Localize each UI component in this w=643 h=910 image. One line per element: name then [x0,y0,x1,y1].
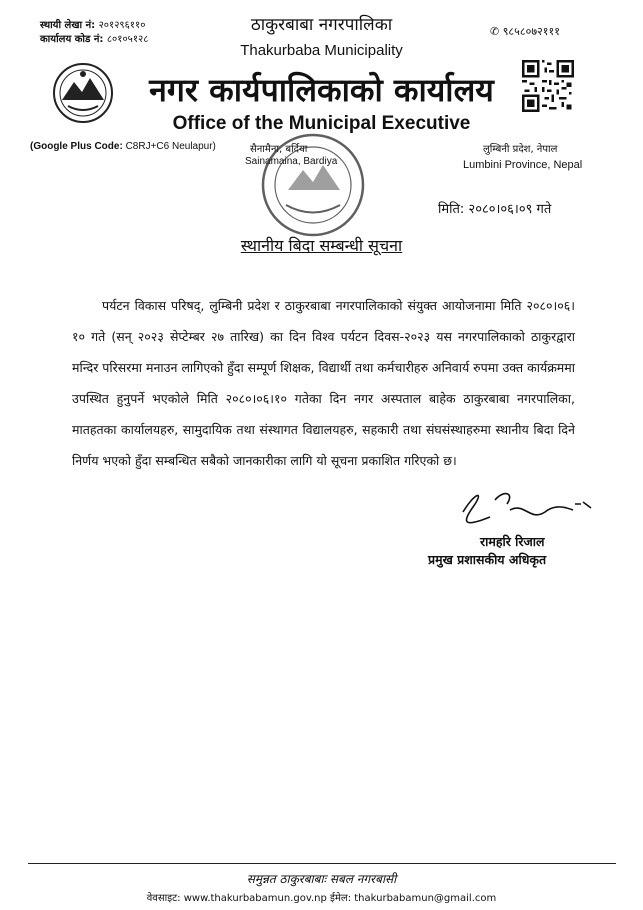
issue-date: मिति: २०८०।०६।०९ गते [438,202,552,217]
municipality-name-en: Thakurbaba Municipality [240,42,403,59]
municipality-name-ne: ठाकुरबाबा नगरपालिका [250,15,393,35]
plus-code-label: (Google Plus Code: [30,141,123,152]
signatory-name: रामहरि रिजाल [480,534,545,549]
province-ne: लुम्बिनी प्रदेश, नेपाल [483,144,558,155]
footer-slogan: समुन्नत ठाकुरबाबाः सबल नगरबासी [246,872,397,886]
phone-number: ✆ ९८५८०७२१११ [490,25,560,38]
plus-code-value: C8RJ+C6 Neulapur) [125,141,216,152]
handwritten-signature-icon [455,482,605,532]
footer-contact: वेवसाइट: www.thakurbabamun.gov.np ईमेल: thakurbabamun@gmail.com [146,893,497,904]
signature [455,482,605,536]
pan-value: २०१२९६११० [98,20,146,31]
seal-icon [258,130,368,240]
pan-label: स्थायी लेखा नं: [40,20,96,31]
office-code-value: ८०१०५१२८ [106,34,149,45]
official-stamp [258,130,368,244]
plus-code [30,141,216,152]
notice-body: पर्यटन विकास परिषद्, लुम्बिनी प्रदेश र ठाकुरबाबा नगरपालिकाको संयुक्त आयोजनामा मिति २०८०।०६।१० गते (सन् २०२३ सेप्टेम्बर २७ तारिख) का दिन विश्व पर्यटन दिवस-२०२३ यस नगरपालिकाको ठाकुरद्वारा मन्दिर परिसरमा मनाउन लागिएको हुँदा सम्पूर्ण शिक्षक, विद्यार्थी तथा कर्मचारीहरु अनिवार्य रुपमा उक्त कार्यक्रममा उपस्थित हुनुपर्ने भएकोले मिति २०८०।०६।१० गतेका दिन नगर अस्पताल बाहेक ठाकुरबाबा नगरपालिका, मातहतका कार्यालयहरु, सामुदायिक तथा संस्थागत विद्यालयहरु, सहकारी तथा संघसंस्थाहरुमा स्थानीय बिदा दिने निर्णय भएको हुँदा सम्बन्धित सबैको जानकारीका लागि यो सूचना प्रकाशित गरिएको छ। [72,298,575,468]
province-en: Lumbini Province, Nepal [463,159,583,171]
location-ne: सैनामैना, बर्दिया [250,144,308,155]
notice-subject: स्थानीय बिदा सम्बन्धी सूचना [240,236,403,255]
footer-divider [28,863,616,864]
office-title-en: Office of the Municipal Executive [172,113,471,134]
office-title-ne: नगर कार्यपालिकाको कार्यालय [149,71,494,109]
office-code-label: कार्यालय कोड नं: [40,34,104,45]
signatory-title: प्रमुख प्रशासकीय अधिकृत [428,552,547,567]
location-en: Sainamaina, Bardiya [245,156,338,167]
